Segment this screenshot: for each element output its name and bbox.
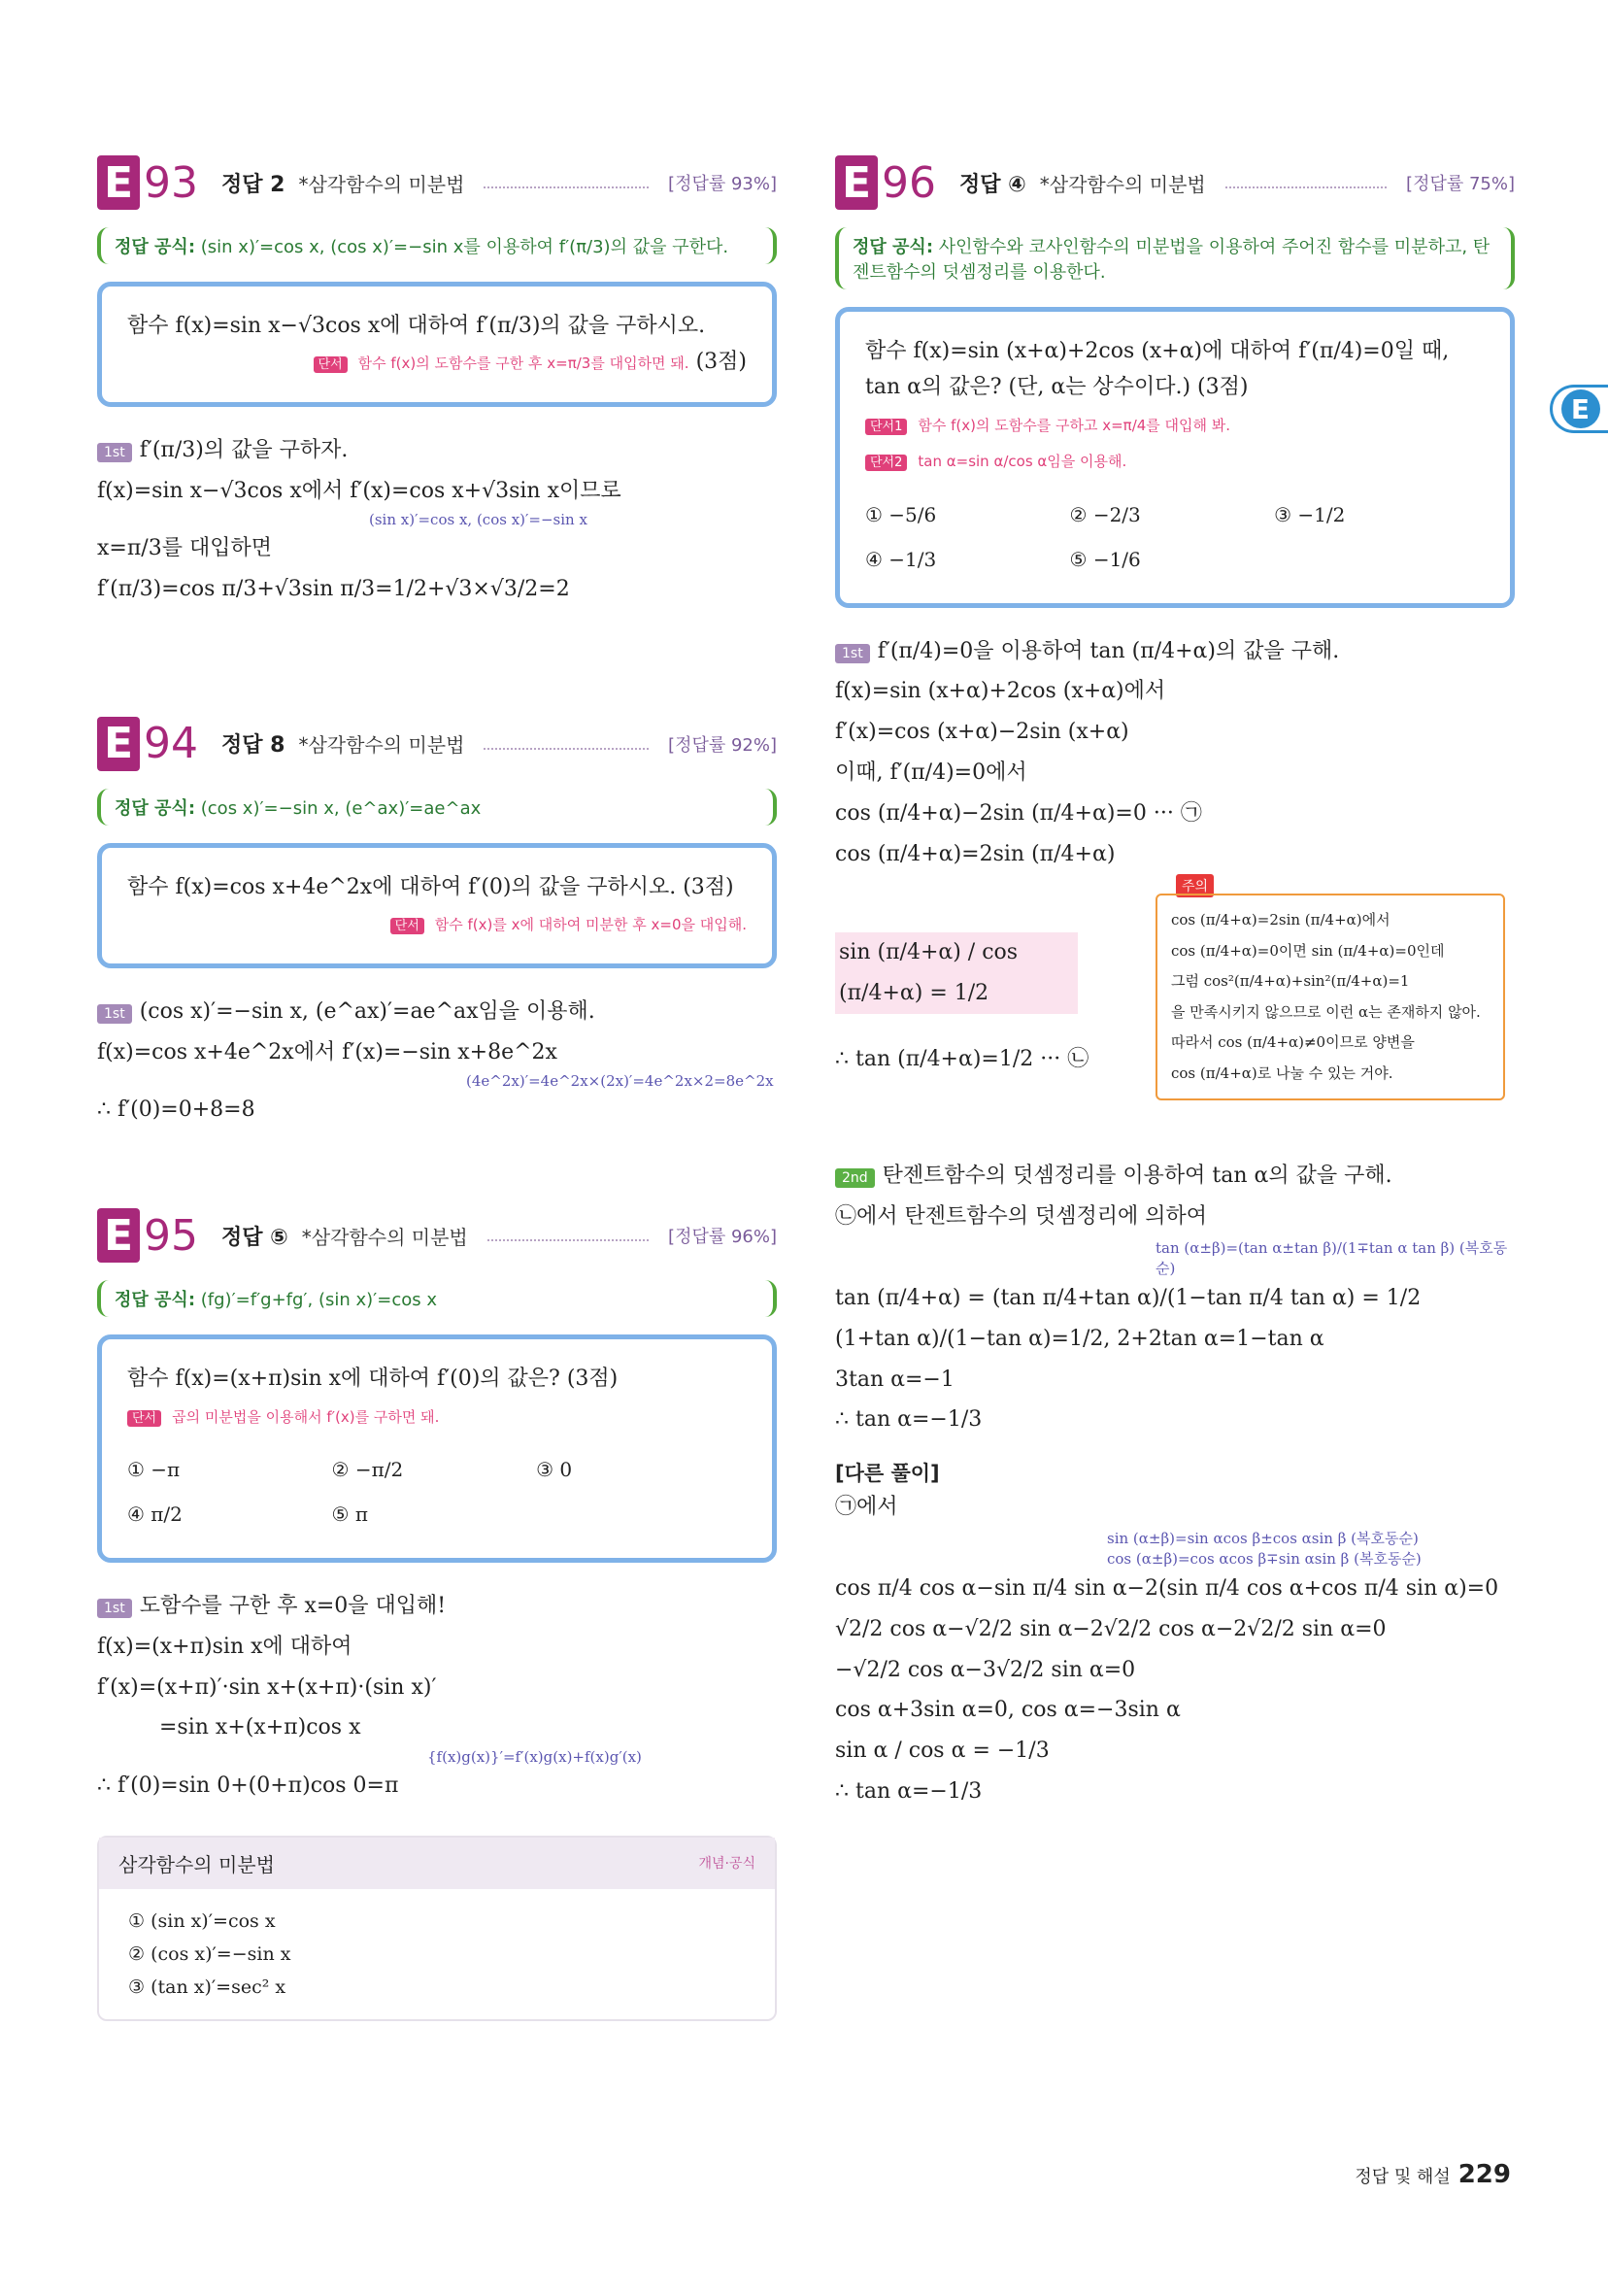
note: tan (α±β)=(tan α±tan β)/(1∓tan α tan β) (복호동순) <box>1156 1238 1508 1277</box>
concept-title: 삼각함수의 미분법 <box>118 1852 275 1876</box>
choices <box>865 492 1485 582</box>
solution-line: =sin x+(x+π)cos x <box>159 1715 361 1740</box>
answer-formula <box>97 227 777 264</box>
question-box <box>97 1334 777 1563</box>
solution-line: cos α+3sin α=0, cos α=−3sin α <box>835 1698 1181 1723</box>
solution-line: f(x)=cos x+4e^2x에서 f′(x)=−sin x+8e^2x <box>97 1039 557 1064</box>
choice-3[interactable]: ③ −1/2 <box>1274 502 1346 526</box>
hint-tag: 단서1 <box>865 419 907 435</box>
hint-tag: 단서 <box>390 918 424 934</box>
solution-line: 이때, f′(π/4)=0에서 <box>835 760 1027 785</box>
solution-line: tan (π/4+α) = (tan π/4+tan α)/(1−tan π/4 tan α) = 1/2 <box>835 1285 1422 1310</box>
dotted-leader <box>487 1230 649 1241</box>
answer-formula <box>835 227 1515 289</box>
concept-tag: 개념·공식 <box>698 1856 755 1873</box>
solution-line: f′(x)=cos (x+α)−2sin (x+α) <box>835 720 1129 745</box>
hint-text: 함수 f(x)의 도함수를 구한 후 x=π/3를 대입하면 돼. <box>357 355 689 373</box>
step-text: (cos x)′=−sin x, (e^ax)′=ae^ax임을 이용해. <box>139 998 595 1024</box>
dotted-leader <box>484 177 649 188</box>
solution-line: f(x)=sin x−√3cos x에서 f′(x)=cos x+√3sin x이므로 <box>97 478 621 503</box>
problem-number: 94 <box>144 719 198 769</box>
problem-96 <box>835 155 1515 1812</box>
formula-label: 정답 공식: <box>115 237 196 257</box>
concept-box <box>97 1836 777 2022</box>
e-badge: E <box>835 155 878 210</box>
choice-1[interactable]: ① −5/6 <box>865 502 937 526</box>
solution-line: ∴ tan α=−1/3 <box>835 1407 983 1433</box>
formula-label: 정답 공식: <box>853 237 934 257</box>
solution-line: f′(x)=(x+π)′·sin x+(x+π)·(sin x)′ <box>97 1674 437 1700</box>
hint-tag: 단서 <box>127 1410 161 1427</box>
choice-1[interactable]: ① −π <box>127 1457 181 1481</box>
chapter-letter: E <box>1561 389 1600 428</box>
warning-line: 그럼 cos²(π/4+α)+sin²(π/4+α)=1 <box>1171 972 1410 991</box>
warning-area <box>835 874 1515 1146</box>
e-badge: E <box>97 1208 140 1263</box>
note: sin (α±β)=sin αcos β±cos αsin β (복호동순) <box>1107 1529 1419 1547</box>
concept-header <box>99 1838 775 1889</box>
note: cos (α±β)=cos αcos β∓sin αsin β (복호동순) <box>1107 1549 1422 1568</box>
question-box <box>97 843 777 968</box>
solution-line: f(x)=(x+π)sin x에 대하여 <box>97 1634 352 1659</box>
solution-line: ㉠에서 <box>835 1495 898 1520</box>
problem-header <box>97 717 777 771</box>
solution-line: 3tan α=−1 <box>835 1367 955 1392</box>
answer-formula <box>97 1280 777 1317</box>
concept-item: ③ (tan x)′=sec² x <box>128 1976 286 1999</box>
problem-93 <box>97 155 777 610</box>
warning-line: cos (π/4+α)=0이면 sin (π/4+α)=0인데 <box>1171 941 1445 960</box>
solution-line: √2/2 cos α−√2/2 sin α−2√2/2 cos α−2√2/2 sin α=0 <box>835 1616 1387 1641</box>
e-badge: E <box>97 717 140 771</box>
solution-line: cos (π/4+α)−2sin (π/4+α)=0 ··· ㉠ <box>835 800 1202 826</box>
solution-line: sin α / cos α = −1/3 <box>835 1739 1050 1764</box>
hint-text: 곱의 미분법을 이용해서 f′(x)를 구하면 돼. <box>172 1407 440 1426</box>
solution-line: sin (π/4+α) / cos (π/4+α) = 1/2 <box>835 932 1078 1014</box>
question-box <box>97 282 777 407</box>
hint-text: tan α=sin α/cos α임을 이용해. <box>918 453 1127 471</box>
page-footer <box>1355 2160 1511 2189</box>
answer: 정답 ⑤ <box>221 1225 288 1250</box>
points: (3점) <box>695 350 747 375</box>
formula-label: 정답 공식: <box>115 1290 196 1311</box>
question-text: 함수 f(x)=sin x−√3cos x에 대하여 f′(π/3)의 값을 구하시오. <box>127 314 706 338</box>
step-text: f′(π/3)의 값을 구하자. <box>139 437 349 462</box>
solution-line: ∴ f′(0)=sin 0+(0+π)cos 0=π <box>97 1773 399 1799</box>
hint-tag: 단서2 <box>865 455 907 471</box>
warning-line: cos (π/4+α)=2sin (π/4+α)에서 <box>1171 911 1390 929</box>
hint-tag: 단서 <box>314 356 348 373</box>
problem-94 <box>97 717 777 1131</box>
topic: *삼각함수의 미분법 <box>301 1225 468 1249</box>
problem-header <box>835 155 1515 210</box>
problem-number: 96 <box>882 157 936 208</box>
step-text: 도함수를 구한 후 x=0을 대입해! <box>139 1593 447 1618</box>
answer-formula <box>97 789 777 826</box>
problem-number: 95 <box>144 1210 198 1261</box>
chapter-side-tab[interactable] <box>1550 385 1608 433</box>
solution-line: ㉡에서 탄젠트함수의 덧셈정리에 의하여 <box>835 1204 1208 1230</box>
concept-item: ① (sin x)′=cos x <box>128 1909 276 1932</box>
choice-3[interactable]: ③ 0 <box>536 1457 573 1481</box>
solution-line: ∴ tan (π/4+α)=1/2 ··· ㉡ <box>835 1047 1089 1072</box>
step-tag: 1st <box>97 443 132 462</box>
solution-line: −√2/2 cos α−3√2/2 sin α=0 <box>835 1657 1136 1682</box>
note: (sin x)′=cos x, (cos x)′=−sin x <box>369 511 587 529</box>
correct-rate: [정답률 92%] <box>668 734 777 756</box>
question-text: 함수 f(x)=cos x+4e^2x에 대하여 f′(0)의 값을 구하시오. (3점) <box>127 874 734 899</box>
solution-line: cos (π/4+α)=2sin (π/4+α) <box>835 841 1116 866</box>
choice-2[interactable]: ② −π/2 <box>331 1457 404 1481</box>
problem-header <box>97 1208 777 1263</box>
dotted-leader <box>484 738 649 750</box>
warning-box <box>1156 894 1505 1100</box>
step-tag: 1st <box>97 1599 132 1618</box>
answer: 정답 8 <box>221 733 285 759</box>
question-box <box>835 307 1515 608</box>
note: {f(x)g(x)}′=f′(x)g(x)+f(x)g′(x) <box>427 1748 642 1767</box>
page-number: 229 <box>1457 2160 1511 2189</box>
dotted-leader <box>1225 177 1387 188</box>
question-text: 함수 f(x)=sin (x+α)+2cos (x+α)에 대하여 f′(π/4)=0일 때, tan α의 값은? (단, α는 상수이다.) (3점) <box>865 339 1450 400</box>
step-tag: 1st <box>835 644 870 663</box>
formula-text: 사인함수와 코사인함수의 미분법을 이용하여 주어진 함수를 미분하고, 탄젠트함수의 덧셈정리를 이용한다. <box>853 237 1491 283</box>
choice-4[interactable]: ④ π/2 <box>127 1502 183 1526</box>
step-tag: 1st <box>97 1004 132 1024</box>
correct-rate: [정답률 75%] <box>1406 174 1515 194</box>
choice-2[interactable]: ② −2/3 <box>1069 502 1141 526</box>
correct-rate: [정답률 96%] <box>668 1227 777 1248</box>
warning-tag: 주의 <box>1176 874 1214 897</box>
answer: 정답 ④ <box>959 172 1026 197</box>
left-column <box>97 155 777 2021</box>
hint-text: 함수 f(x)의 도함수를 구하고 x=π/4를 대입해 봐. <box>918 416 1231 434</box>
choice-5[interactable]: ⑤ π <box>331 1502 368 1526</box>
e-badge: E <box>97 155 140 210</box>
hint-text: 함수 f(x)를 x에 대하여 미분한 후 x=0을 대입해. <box>434 916 747 934</box>
footer-label: 정답 및 해설 <box>1355 2167 1451 2187</box>
alt-solution-title: [다른 풀이] <box>835 1462 940 1486</box>
solution-line: ∴ f′(0)=0+8=8 <box>97 1097 255 1123</box>
solution-line: f′(π/3)=cos π/3+√3sin π/3=1/2+√3×√3/2=2 <box>97 577 570 602</box>
choice-4[interactable]: ④ −1/3 <box>865 547 937 571</box>
step-tag: 2nd <box>835 1168 875 1188</box>
solution-line: (1+tan α)/(1−tan α)=1/2, 2+2tan α=1−tan α <box>835 1326 1324 1351</box>
solution-line: ∴ tan α=−1/3 <box>835 1778 983 1804</box>
choice-5[interactable]: ⑤ −1/6 <box>1069 547 1141 571</box>
choices <box>127 1447 747 1536</box>
solution-line: x=π/3를 대입하면 <box>97 536 272 561</box>
concept-item: ② (cos x)′=−sin x <box>128 1943 291 1966</box>
question-text: 함수 f(x)=(x+π)sin x에 대하여 f′(0)의 값은? (3점) <box>127 1367 619 1392</box>
topic: *삼각함수의 미분법 <box>298 733 465 758</box>
solution-line: f(x)=sin (x+α)+2cos (x+α)에서 <box>835 679 1166 704</box>
concept-body <box>99 1889 775 2020</box>
topic: *삼각함수의 미분법 <box>1039 172 1206 196</box>
problem-number: 93 <box>144 157 198 208</box>
step-text: f′(π/4)=0을 이용하여 tan (π/4+α)의 값을 구해. <box>877 638 1340 663</box>
solution-line: cos π/4 cos α−sin π/4 sin α−2(sin π/4 cos α+cos π/4 sin α)=0 <box>835 1575 1499 1601</box>
warning-line: cos (π/4+α)로 나눌 수 있는 거야. <box>1171 1064 1393 1082</box>
problem-header <box>97 155 777 210</box>
formula-text: (fg)′=f′g+fg′, (sin x)′=cos x <box>200 1290 438 1311</box>
answer: 정답 2 <box>221 172 285 197</box>
warning-line: 을 만족시키지 않으므로 이런 α는 존재하지 않아. <box>1171 1002 1481 1021</box>
right-column <box>835 155 1515 1812</box>
problem-95 <box>97 1208 777 2021</box>
note: (4e^2x)′=4e^2x×(2x)′=4e^2x×2=8e^2x <box>466 1072 774 1091</box>
topic: *삼각함수의 미분법 <box>298 172 465 196</box>
correct-rate: [정답률 93%] <box>668 174 777 194</box>
formula-text: (cos x)′=−sin x, (e^ax)′=ae^ax <box>200 797 482 819</box>
warning-line: 따라서 cos (π/4+α)≠0이므로 양변을 <box>1171 1033 1415 1052</box>
formula-text: (sin x)′=cos x, (cos x)′=−sin x를 이용하여 f′(π/3)의 값을 구한다. <box>200 237 729 257</box>
step-text: 탄젠트함수의 덧셈정리를 이용하여 tan α의 값을 구해. <box>882 1164 1392 1189</box>
formula-label: 정답 공식: <box>115 797 196 819</box>
